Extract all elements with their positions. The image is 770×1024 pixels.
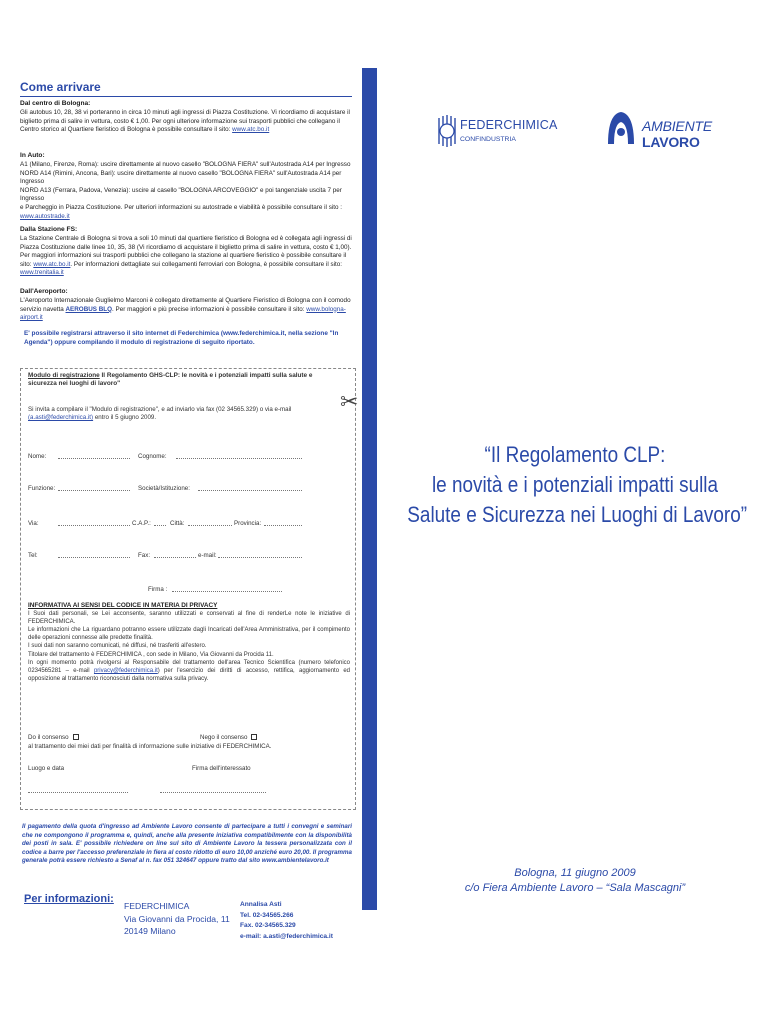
privacy-title: INFORMATIVA AI SENSI DEL CODICE IN MATERIA DI PRIVACY — [28, 602, 218, 609]
via-field[interactable] — [58, 525, 130, 526]
consent-no[interactable]: Nego il consenso — [200, 734, 257, 742]
blue-divider-bar — [362, 68, 377, 910]
cap-label: C.A.P.: — [132, 520, 151, 527]
privacy-notice: INFORMATIVA AI SENSI DEL CODICE IN MATERIA DI PRIVACY I Suoi dati personali, se Lei acconsente, saranno utilizzati e conservati al fine di renderLe note le iniziative di FEDERCHIMICA. Le informazioni che La riguardano potranno essere utilizzate dagli Incaricati dell'Area Amministrativa, per il compimento delle operazioni connesse alle predette finalità. I suoi dati non saranno comunicati, né diffusi, né trasferiti all'estero. Titolare del trattamento è FEDERCHIMICA , con sede in Milano, Via Giovanni da Procida 11. In ogni momento potrà rivolgersi al Responsabile del trattamento dell'area Tecnico Scientifica (numero telefonico 0234565281 – e-mail privacy@federchimica.it) per l'esercizio dei diritti di accesso, rettifica, aggiornamento ed opposizione al trattamento riconosciuti dalla normativa sulla privacy. — [28, 602, 351, 682]
airport-link[interactable]: www.bologna-airport.it — [20, 305, 346, 322]
ambiente-lavoro-emblem-icon — [604, 108, 638, 148]
cognome-label: Cognome: — [138, 453, 167, 460]
firma-field[interactable] — [172, 591, 282, 592]
auto-text: A1 (Milano, Firenze, Roma): uscire direttamente al nuovo casello "BOLOGNA FIERA" sull'Autostrada A14 per Ingresso NORD A14 (Rimini, Ancona, Bari): uscire direttamente al nuovo casello "BOLOGNA FIERA" sull'Autostrada A14 per Ingresso NORD A13 (Ferrara, Padova, Venezia): uscire al casello "BOLOGNA ARCOVEGGIO" e poi tangenziale uscita 7 per Ingresso e Parcheggio in Piazza Costituzione. Per ulteriori informazioni su autostrade e viabilità è possibile consultare il sito : www.autostrade.it — [20, 161, 351, 220]
info-address: FEDERCHIMICA Via Giovanni da Procida, 11 20149 Milano — [124, 901, 230, 936]
firma-interessato-field[interactable] — [160, 792, 266, 793]
title-line-1: “Il Regolamento CLP: — [484, 442, 666, 467]
atc-link-2[interactable]: www.atc.bo.it — [33, 260, 71, 268]
cognome-field[interactable] — [176, 458, 302, 459]
fs-text: La Stazione Centrale di Bologna si trova a soli 10 minuti dal quartiere fieristico di Bologna ed è collegata agli ingressi di Piazza Costituzione dalle linee 10, 35, 38 (Vi ricordiamo di acquistare il biglietto prima di salire in vettura, costo € 1,00). Per maggiori informazioni sui trasporti pubblici che collegano la stazione al quartiere fieristico è possibile consultare il sito: www.atc.bo.it. Per informazioni dettagliate sui collegamenti ferroviari con Bologna, è possibile consultare il sito: www.trenitalia.it — [20, 235, 352, 277]
heading-rule — [20, 96, 352, 97]
fax-field[interactable] — [154, 557, 196, 558]
trenitalia-link[interactable]: www.trenitalia.it — [20, 269, 64, 277]
payment-note: Il pagamento della quota d'ingresso ad Ambiente Lavoro consente di partecipare a tutti i convegni e seminari che ne compongono il programma e, quindi, anche alla presente iniziativa compatibilmente con la disponibilità dei posti in sala. E' possibile richiedere on line sul sito di Ambiente Lavoro la tessera personalizzata con il codice a barre per l'accesso preferenziale in fiera al costo ridotto di euro 10,00 anziché euro 20,00. Il programma generale potrà essere richiesto a Senaf al n. fax 051 324647 oppure tratto dal sito www.ambientelavoro.it — [22, 823, 352, 865]
firma-label: Firma : — [148, 586, 168, 593]
come-arrivare-heading: Come arrivare — [20, 80, 101, 94]
nome-label: Nome: — [28, 453, 47, 460]
per-informazioni-heading: Per informazioni: — [24, 893, 114, 905]
federchimica-wordmark: FEDERCHIMICA — [460, 118, 558, 132]
consent-yes[interactable]: Do il consenso — [28, 734, 79, 742]
confindustria-wordmark: CONFINDUSTRIA — [460, 136, 516, 143]
provincia-label: Provincia: — [234, 520, 262, 527]
event-venue: c/o Fiera Ambiente Lavoro – “Sala Mascagni” — [464, 882, 686, 894]
event-title — [380, 440, 770, 530]
luogo-label: Luogo e data — [28, 765, 65, 772]
email-label: e-mail: — [198, 552, 217, 559]
bologna-text: Gli autobus 10, 28, 38 vi porteranno in circa 10 minuti agli ingressi di Piazza Costituzione. Vi ricordiamo di acquistare il biglietto prima di salire in vettura, costo € 1,00. Per ogni ulteriore informazione sui trasporti pubblici che collegano il Centro storico al Quartiere fieristico di Bologna è possibile consultare il sito: www.atc.bo.it — [20, 109, 350, 134]
consent-no-checkbox[interactable] — [251, 734, 257, 740]
bologna-title: Dal centro di Bologna: — [20, 100, 91, 107]
citta-label: Città: — [170, 520, 185, 527]
title-line-3: Salute e Sicurezza nei Luoghi di Lavoro” — [407, 502, 748, 527]
event-date-venue — [420, 866, 730, 896]
nome-field[interactable] — [58, 458, 130, 459]
scissors-icon: ✂ — [340, 390, 359, 415]
email-field[interactable] — [218, 557, 302, 558]
fs-title: Dalla Stazione FS: — [20, 226, 78, 233]
send-email-link[interactable]: (a.asti@federchimica.it) — [28, 414, 94, 422]
luogo-field[interactable] — [28, 792, 128, 793]
event-date: Bologna, 11 giugno 2009 — [514, 867, 636, 879]
air-text: L'Aeroporto Internazionale Guglielmo Marconi è collegato direttamente al Quartiere Fieristico di Bologna con il comodo servizio navetta AEROBUS BLQ. Per maggiori e più precise informazioni è possibile consultare il sito: www.bologna-airport.it — [20, 297, 351, 322]
consent-text: al trattamento dei miei dati per finalità di informazione sulle iniziative di FEDERCHIMICA. — [28, 743, 272, 750]
consent-yes-checkbox[interactable] — [73, 734, 79, 740]
privacy-email-link[interactable]: privacy@federchimica.it — [93, 667, 158, 674]
auto-title: In Auto: — [20, 152, 45, 159]
provincia-field[interactable] — [264, 525, 302, 526]
autostrade-link[interactable]: www.autostrade.it — [20, 212, 70, 220]
funzione-label: Funzione: — [28, 485, 56, 492]
federchimica-emblem-icon — [436, 114, 458, 148]
aerobus-link[interactable]: AEROBUS BLQ — [65, 305, 113, 313]
societa-label: Società/Istituzione: — [138, 485, 190, 492]
firma-interessato-label: Firma dell'interessato — [192, 765, 251, 772]
federchimica-logo — [436, 112, 558, 152]
societa-field[interactable] — [198, 490, 302, 491]
send-instructions: Si invita a compilare il "Modulo di registrazione", e ad inviarlo via fax (02 34565.329) o via e-mail (a.asti@federchimica.it) entro il 5 giugno 2009. — [28, 406, 292, 422]
funzione-field[interactable] — [58, 490, 130, 491]
cap-field[interactable] — [154, 525, 166, 526]
atc-link[interactable]: www.atc.bo.it — [232, 126, 270, 134]
title-line-2: le novità e i potenziali impatti sulla — [431, 472, 719, 497]
tel-label: Tel: — [28, 552, 38, 559]
ambiente-lavoro-wordmark: AMBIENTE LAVORO — [642, 118, 712, 150]
info-contact: Annalisa Asti Tel. 02-34565.266 Fax. 02-34565.329 e-mail: a.asti@federchimica.it — [240, 901, 333, 940]
module-heading: Modulo di registrazione Il Regolamento GHS-CLP: le novità e i potenziali impatti sulla salute e sicurezza nei luoghi di lavoro" — [28, 372, 313, 388]
fax-label: Fax: — [138, 552, 151, 559]
citta-field[interactable] — [188, 525, 232, 526]
ambiente-lavoro-logo — [602, 108, 752, 148]
via-label: Via: — [28, 520, 39, 527]
registration-note: E' possibile registrarsi attraverso il sito internet di Federchimica (www.federchimica.it, nella sezione "In Agenda") oppure compilando il modulo di registrazione di seguito riportato. — [24, 330, 339, 346]
air-title: Dall'Aeroporto: — [20, 288, 68, 295]
tel-field[interactable] — [58, 557, 130, 558]
